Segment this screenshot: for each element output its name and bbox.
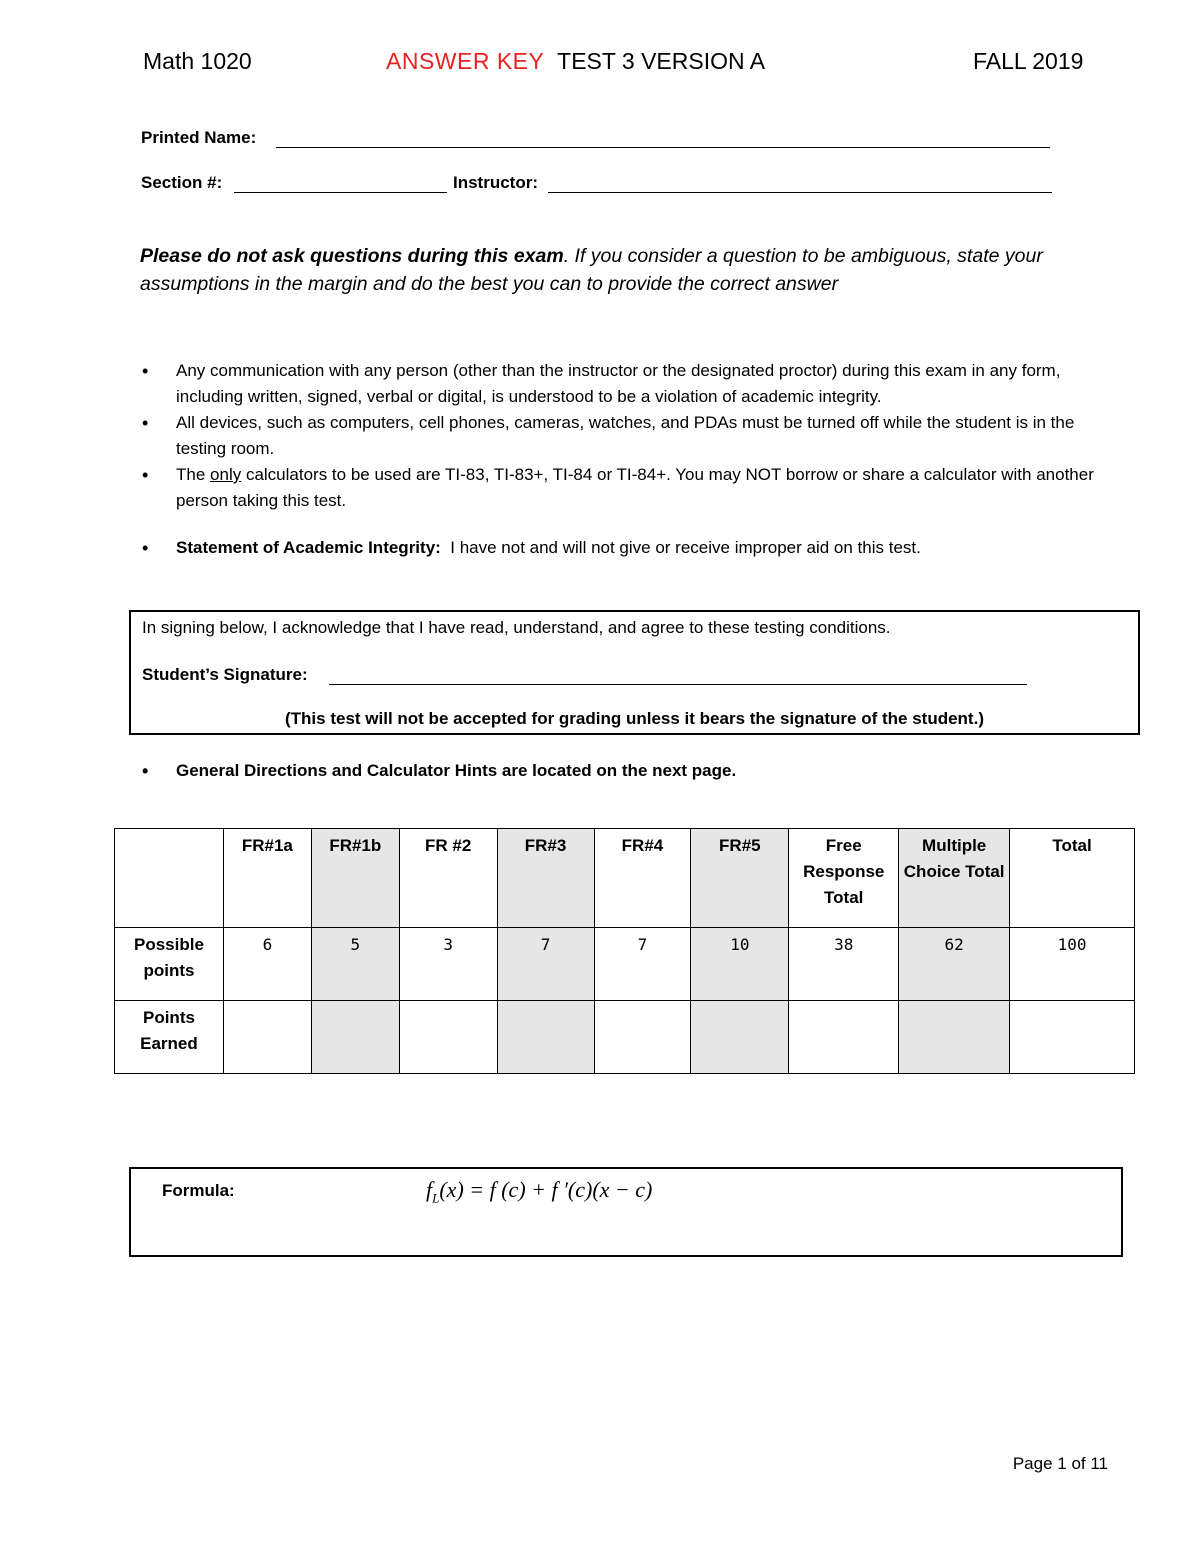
test-version: TEST 3 VERSION A [557, 48, 766, 74]
directions-note: • General Directions and Calculator Hints are located on the next page. [140, 758, 1100, 784]
points-cell: 100 [1010, 928, 1135, 1001]
formula-subscript: L [432, 1190, 440, 1206]
linearization-formula [426, 1177, 652, 1206]
possible-points-row [115, 928, 1135, 1001]
signature-line[interactable] [329, 684, 1027, 685]
header-cell: Total [1010, 829, 1135, 928]
formula-lhs: f [426, 1177, 433, 1202]
formula-box [129, 1167, 1123, 1257]
rules-list [140, 358, 1100, 561]
earned-cell[interactable] [789, 1001, 899, 1074]
printed-name-line[interactable] [276, 147, 1050, 148]
earned-cell[interactable] [399, 1001, 497, 1074]
earned-cell[interactable] [311, 1001, 399, 1074]
printed-name-label: Printed Name: [141, 128, 257, 147]
rule-devices: • All devices, such as computers, cell phones, cameras, watches, and PDAs must be turned off while the student is in the testing room. [140, 410, 1100, 462]
integrity-title: Statement of Academic Integrity: [176, 538, 441, 557]
rule-academic-integrity [140, 535, 1100, 561]
section-label: Section #: [141, 173, 223, 192]
directions-list [140, 758, 1100, 784]
header-cell: FR #2 [399, 829, 497, 928]
acknowledgement-text: In signing below, I acknowledge that I have read, understand, and agree to these testing conditions. [142, 618, 891, 637]
points-earned-row [115, 1001, 1135, 1074]
rule-communication: • Any communication with any person (other than the instructor or the designated proctor) during this exam in any form, including written, signed, verbal or digital, is understood to be a violation of academic integrity. [140, 358, 1100, 410]
earned-cell[interactable] [899, 1001, 1010, 1074]
no-questions-notice: Please do not ask questions during this exam [140, 245, 564, 267]
instructor-line[interactable] [548, 192, 1052, 193]
points-cell: 38 [789, 928, 899, 1001]
header-blank-cell [115, 829, 224, 928]
exam-instructions [140, 242, 1130, 298]
rule-calculators [140, 462, 1100, 514]
acknowledgement-box [129, 610, 1140, 735]
points-cell: 5 [311, 928, 399, 1001]
header-cell: FR#1b [311, 829, 399, 928]
points-cell: 62 [899, 928, 1010, 1001]
earned-cell[interactable] [497, 1001, 594, 1074]
points-cell: 7 [594, 928, 691, 1001]
integrity-statement: I have not and will not give or receive improper aid on this test. [440, 538, 921, 557]
formula-label: Formula: [162, 1181, 235, 1200]
header-cell: FR#5 [691, 829, 789, 928]
only-word: only [210, 465, 242, 484]
earned-cell[interactable] [691, 1001, 789, 1074]
signature-label: Student’s Signature: [142, 665, 308, 684]
earned-cell[interactable] [1010, 1001, 1135, 1074]
header-cell: FR#1a [223, 829, 311, 928]
earned-cell[interactable] [223, 1001, 311, 1074]
test-title [386, 48, 765, 75]
formula-expression: (x) = f (c) + f ′(c)(x − c) [439, 1177, 653, 1202]
points-cell: 6 [223, 928, 311, 1001]
ambiguity-instructions: . If you consider a question to be ambiguous, state your assumptions in the margin and do the best you can to provide the correct answer [140, 245, 1043, 295]
term: FALL 2019 [973, 48, 1084, 74]
header-cell: Free Response Total [789, 829, 899, 928]
signature-requirement-note: (This test will not be accepted for grading unless it bears the signature of the student.) [285, 709, 984, 728]
row-label: Possible points [115, 928, 224, 1001]
earned-cell[interactable] [594, 1001, 691, 1074]
header-cell: Multiple Choice Total [899, 829, 1010, 928]
course-name: Math 1020 [143, 48, 252, 74]
rule-calculators-post: calculators to be used are TI-83, TI-83+, TI-84 or TI-84+. You may NOT borrow or share a calculator with another person taking this test. [176, 465, 1094, 510]
page-number: Page 1 of 11 [1012, 1454, 1108, 1473]
table-header-row [115, 829, 1135, 928]
score-table [114, 828, 1135, 1074]
header-cell: FR#4 [594, 829, 691, 928]
answer-key-label: ANSWER KEY [386, 48, 545, 74]
points-cell: 10 [691, 928, 789, 1001]
section-line[interactable] [234, 192, 447, 193]
header-cell: FR#3 [497, 829, 594, 928]
points-cell: 3 [399, 928, 497, 1001]
instructor-label: Instructor: [453, 173, 538, 192]
points-cell: 7 [497, 928, 594, 1001]
rule-calculators-pre: The [176, 465, 211, 484]
row-label: Points Earned [115, 1001, 224, 1074]
